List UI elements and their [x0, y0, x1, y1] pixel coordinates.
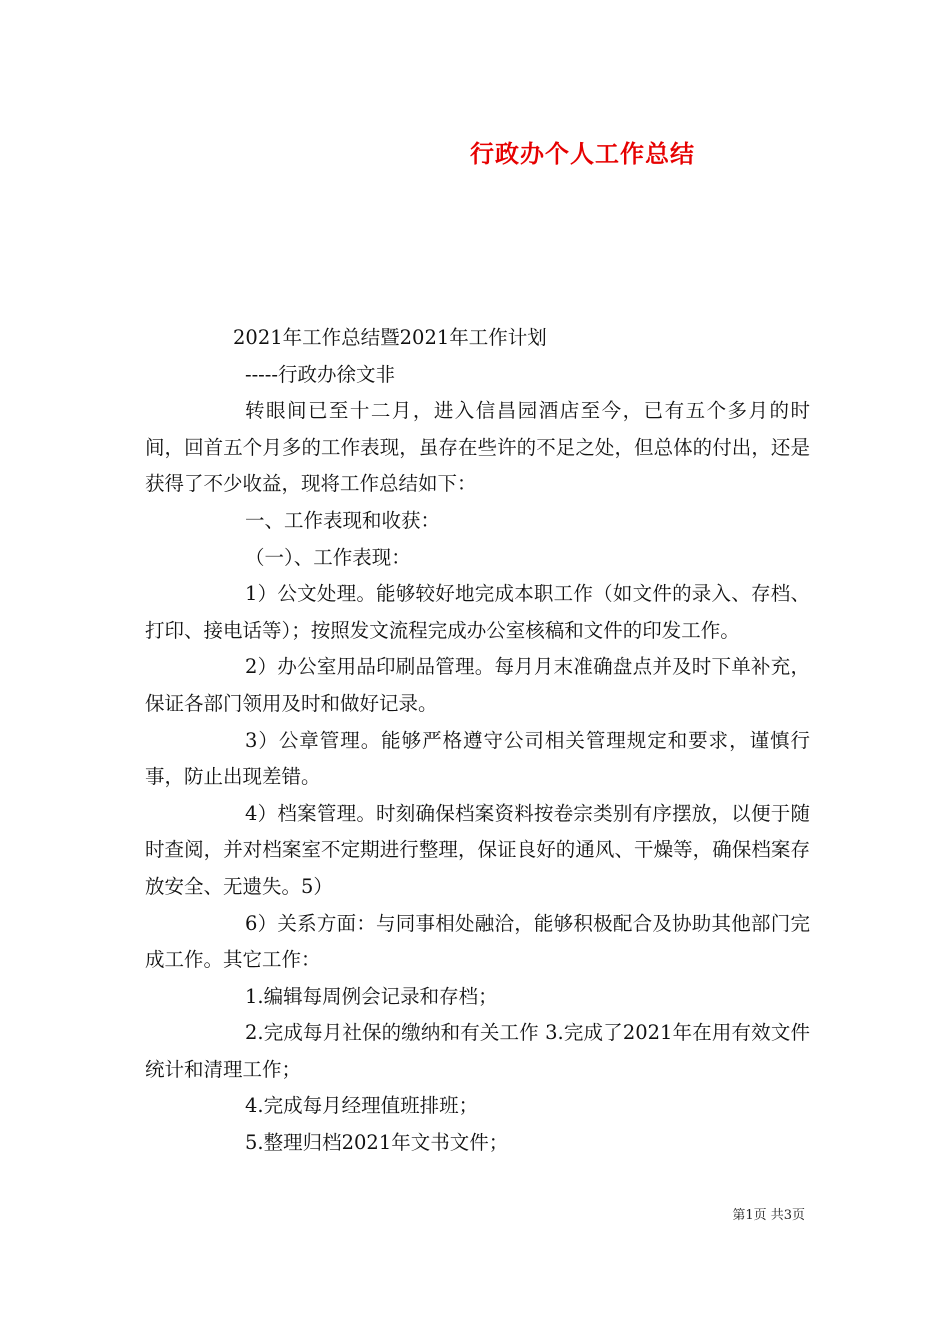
page-number: 第1页 共3页 [732, 1208, 805, 1223]
section-heading: 一、工作表现和收获： [245, 508, 441, 532]
paragraph-item-1: 1）公文处理。能够较好地完成本职工作（如文件的录入、存档、打印、接电话等）；按照发文流程完成办公室核稿和文件的印发工作。 [145, 582, 810, 642]
paragraph-item-6: 6）关系方面：与同事相处融洽，能够积极配合及协助其他部门完成工作。其它工作： [145, 911, 810, 972]
paragraph-item-3: 3）公章管理。能够严格遵守公司相关管理规定和要求，谨慎行事，防止出现差错。 [145, 728, 810, 789]
subsection-heading: （一）、工作表现： [245, 545, 411, 569]
subtitle: 2021年工作总结暨2021年工作计划 [233, 326, 547, 349]
paragraph-item-4: 4）档案管理。时刻确保档案资料按卷宗类别有序摆放，以便于随时查阅，并对档案室不定期进行整理，保证良好的通风、干燥等，确保档案存放安全、无遗失。5） [145, 801, 810, 898]
paragraph-item-2: 2）办公室用品印刷品管理。每月月末准确盘点并及时下单补充，保证各部门领用及时和做好记录。 [145, 655, 810, 715]
list-item-2: 2.完成每月社保的缴纳和有关工作 3.完成了2021年在用有效文件统计和清理工作； [145, 1021, 810, 1081]
document-title: 行政办个人工作总结 [470, 139, 695, 168]
paragraph-intro: 转眼间已至十二月，进入信昌园酒店至今，已有五个多月的时间，回首五个月多的工作表现，虽存在些许的不足之处，但总体的付出，还是获得了不少收益，现将工作总结如下： [145, 399, 810, 496]
list-item-5: 5.整理归档2021年文书文件； [245, 1131, 509, 1155]
list-item-1: 1.编辑每周例会记录和存档； [245, 984, 498, 1008]
document-body [145, 320, 810, 1162]
author-line: -----行政办徐文非 [245, 362, 395, 386]
list-item-4: 4.完成每月经理值班排班； [245, 1094, 479, 1118]
